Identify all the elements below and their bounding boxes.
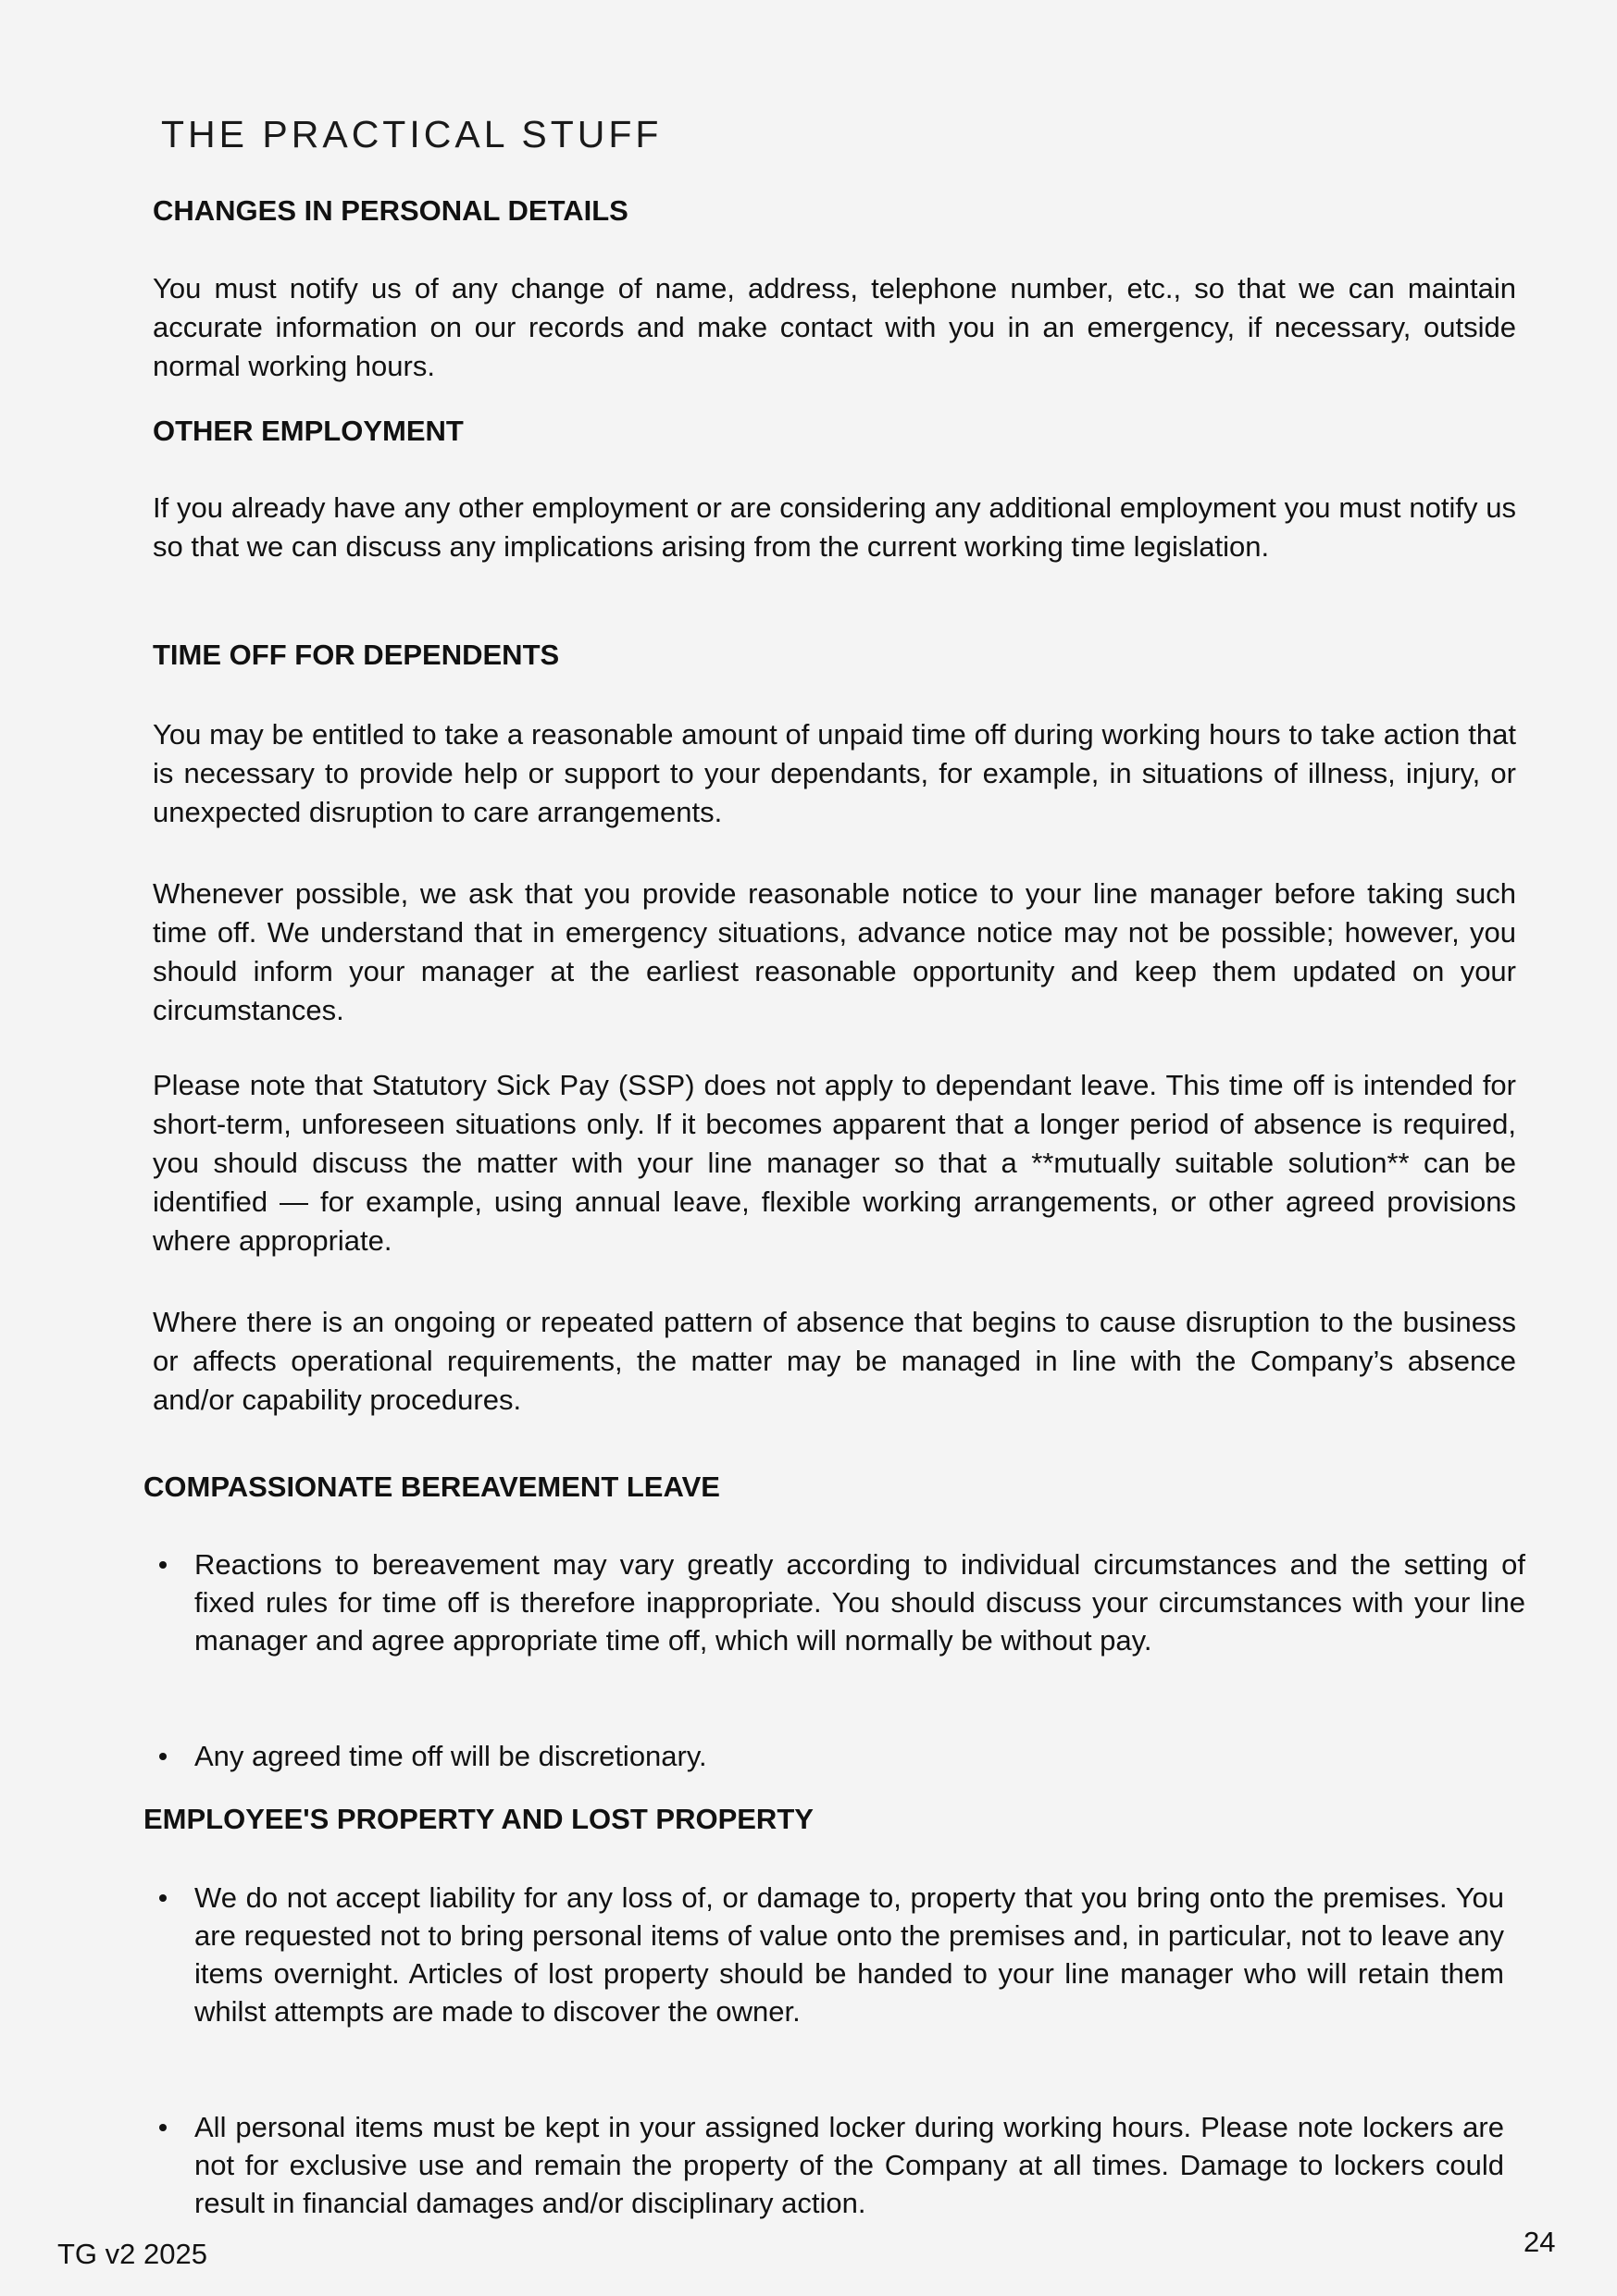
dependents-paragraph-4: Where there is an ongoing or repeated pattern of absence that begins to cause disruption to the business or affects operational requirements, the matter may be managed in line with the Company’s absence and/or capability procedures. (153, 1306, 1516, 1416)
bereavement-bullet-1: Reactions to bereavement may vary greatly according to individual circumstances and the setting of fixed rules for time off is therefore inappropriate. You should discuss your circumstances with your line manager and agree appropriate time off, which will normally be without pay. (194, 1545, 1525, 1659)
dependents-paragraph-2: Whenever possible, we ask that you provide reasonable notice to your line manager before taking such time off. We understand that in emergency situations, advance notice may not be possible; however, you should inform your manager at the earliest reasonable opportunity and keep them updated on your circumstances. (153, 877, 1516, 1026)
dependents-paragraph-1: You may be entitled to take a reasonable amount of unpaid time off during working hours to take action that is necessary to provide help or support to your dependants, for example, in situations of illness, injury, or unexpected disruption to care arrangements. (153, 718, 1516, 828)
section-title-personal-details: CHANGES IN PERSONAL DETAILS (153, 194, 628, 227)
dependents-paragraph-3: Please note that Statutory Sick Pay (SSP) does not apply to dependant leave. This time off is intended for short-term, unforeseen situations only. If it becomes apparent that a longer period of absence is required, you should discuss the matter with your line manager so that a **mutually suitable solution** can be identified — for example, using annual leave, flexible working arrangements, or other agreed provisions where appropriate. (153, 1069, 1516, 1257)
section-title-other-employment: OTHER EMPLOYMENT (153, 415, 464, 447)
page-number: 24 (1524, 2226, 1556, 2258)
section-title-bereavement: COMPASSIONATE BEREAVEMENT LEAVE (143, 1471, 720, 1503)
property-bullet-1: We do not accept liability for any loss of, or damage to, property that you bring onto the premises. You are requested not to bring personal items of value onto the premises and, in particular, not to leave any items overnight. Articles of lost property should be handed to your line manager who will retain them whilst attempts are made to discover the owner. (194, 1879, 1504, 2030)
section-title-dependents: TIME OFF FOR DEPENDENTS (153, 639, 560, 671)
page-heading: THE PRACTICAL STUFF (161, 113, 663, 155)
bereavement-bullet-2: Any agreed time off will be discretionary. (194, 1737, 1525, 1775)
personal-details-paragraph: You must notify us of any change of name, address, telephone number, etc., so that we can maintain accurate information on our records and make contact with you in an emergency, if necessary, outside normal working hours. (153, 272, 1516, 382)
other-employment-paragraph: If you already have any other employment or are considering any additional employment you must notify us so that we can discuss any implications arising from the current working time legislation. (153, 491, 1516, 563)
section-title-property: EMPLOYEE'S PROPERTY AND LOST PROPERTY (143, 1803, 814, 1835)
document-version: TG v2 2025 (57, 2238, 207, 2270)
property-bullet-2: All personal items must be kept in your assigned locker during working hours. Please note lockers are not for exclusive use and remain the property of the Company at all times. Damage to lockers could result in financial damages and/or disciplinary action. (194, 2108, 1504, 2222)
